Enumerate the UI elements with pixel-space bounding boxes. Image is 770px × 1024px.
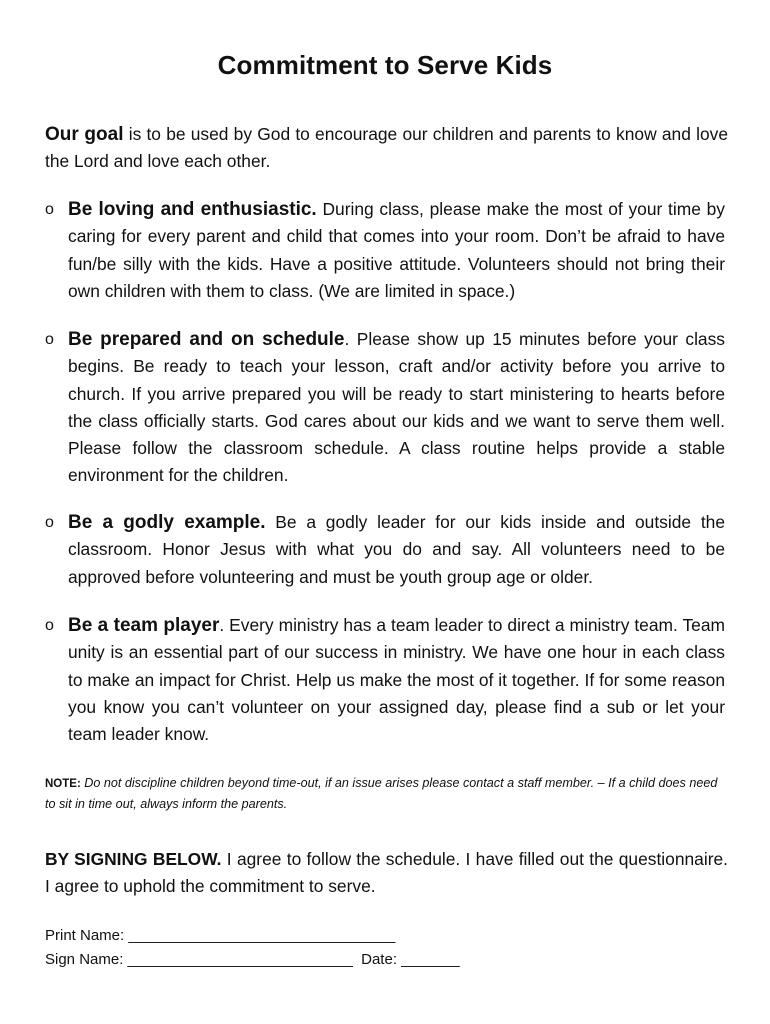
sign-name-field[interactable]: ___________________________ bbox=[127, 951, 353, 968]
sign-name-line bbox=[45, 949, 460, 971]
date-field[interactable]: _______ bbox=[401, 951, 460, 968]
page-title: Commitment to Serve Kids bbox=[217, 50, 553, 80]
goal-paragraph bbox=[45, 121, 728, 175]
sign-name-label: Sign Name: bbox=[45, 951, 128, 968]
signing-text: I agree to follow the schedule. I have filled out the questionnaire. I agree to uphold the commitment to serve. bbox=[45, 849, 728, 896]
bullet-circle-icon: o bbox=[45, 331, 54, 348]
goal-text: is to be used by God to encourage our children and parents to know and love the Lord and love each other. bbox=[45, 124, 728, 171]
commitment-item-body: . Every ministry has a team leader to direct a ministry team. Team unity is an essential part of our success in ministry. We have one hour in each class to make an impact for Christ. Help us make the most of it together. If for some reason you know you can’t volunteer on your assigned day, please find a sub or let your team leader know. bbox=[68, 615, 725, 745]
commitment-item-lead: Be prepared and on schedule bbox=[68, 329, 345, 350]
note-text: Do not discipline children beyond time-out, if an issue arises please contact a staff member. – If a child does need to sit in time out, always inform the parents. bbox=[45, 776, 718, 811]
note-lead: NOTE: bbox=[45, 778, 81, 790]
commitment-item-text bbox=[68, 509, 725, 591]
date-label: Date: bbox=[352, 951, 402, 968]
note-paragraph bbox=[45, 773, 728, 814]
commitment-item-body: . Please show up 15 minutes before your class begins. Be ready to teach your lesson, craft and/or activity before you arrive to church. If you arrive prepared you will be ready to start ministering to hearts before the class officially starts. God cares about our kids and we want to serve them well. Please follow the classroom schedule. A class routine helps provide a stable environment for the children. bbox=[68, 329, 725, 486]
commitment-item-text bbox=[68, 612, 725, 748]
commitment-item-body: Be a godly leader for our kids inside and outside the classroom. Honor Jesus with what you do and say. All volunteers need to be approved before volunteering and must be youth group age or older. bbox=[68, 512, 726, 587]
commitment-item-text bbox=[68, 196, 725, 305]
commitment-item-lead: Be loving and enthusiastic. bbox=[68, 199, 317, 220]
commitment-item-lead: Be a team player bbox=[68, 615, 220, 636]
print-name-label: Print Name: bbox=[45, 927, 129, 944]
print-name-line bbox=[45, 925, 395, 947]
bullet-circle-icon: o bbox=[45, 201, 54, 218]
commitment-item-lead: Be a godly example. bbox=[68, 512, 266, 533]
commitment-item-body: During class, please make the most of your time by caring for every parent and child that comes into your room. Don’t be afraid to have fun/be silly with the kids. Have a positive attitude. Volunteers should not bring their own children with them to class. (We are limited in space.) bbox=[68, 199, 725, 301]
commitment-item-text bbox=[68, 326, 725, 490]
signing-paragraph bbox=[45, 846, 728, 900]
signing-lead: BY SIGNING BELOW. bbox=[45, 849, 222, 869]
bullet-circle-icon: o bbox=[45, 617, 54, 634]
bullet-circle-icon: o bbox=[45, 514, 54, 531]
goal-lead: Our goal bbox=[45, 124, 124, 145]
print-name-field[interactable]: ________________________________ bbox=[128, 927, 396, 944]
